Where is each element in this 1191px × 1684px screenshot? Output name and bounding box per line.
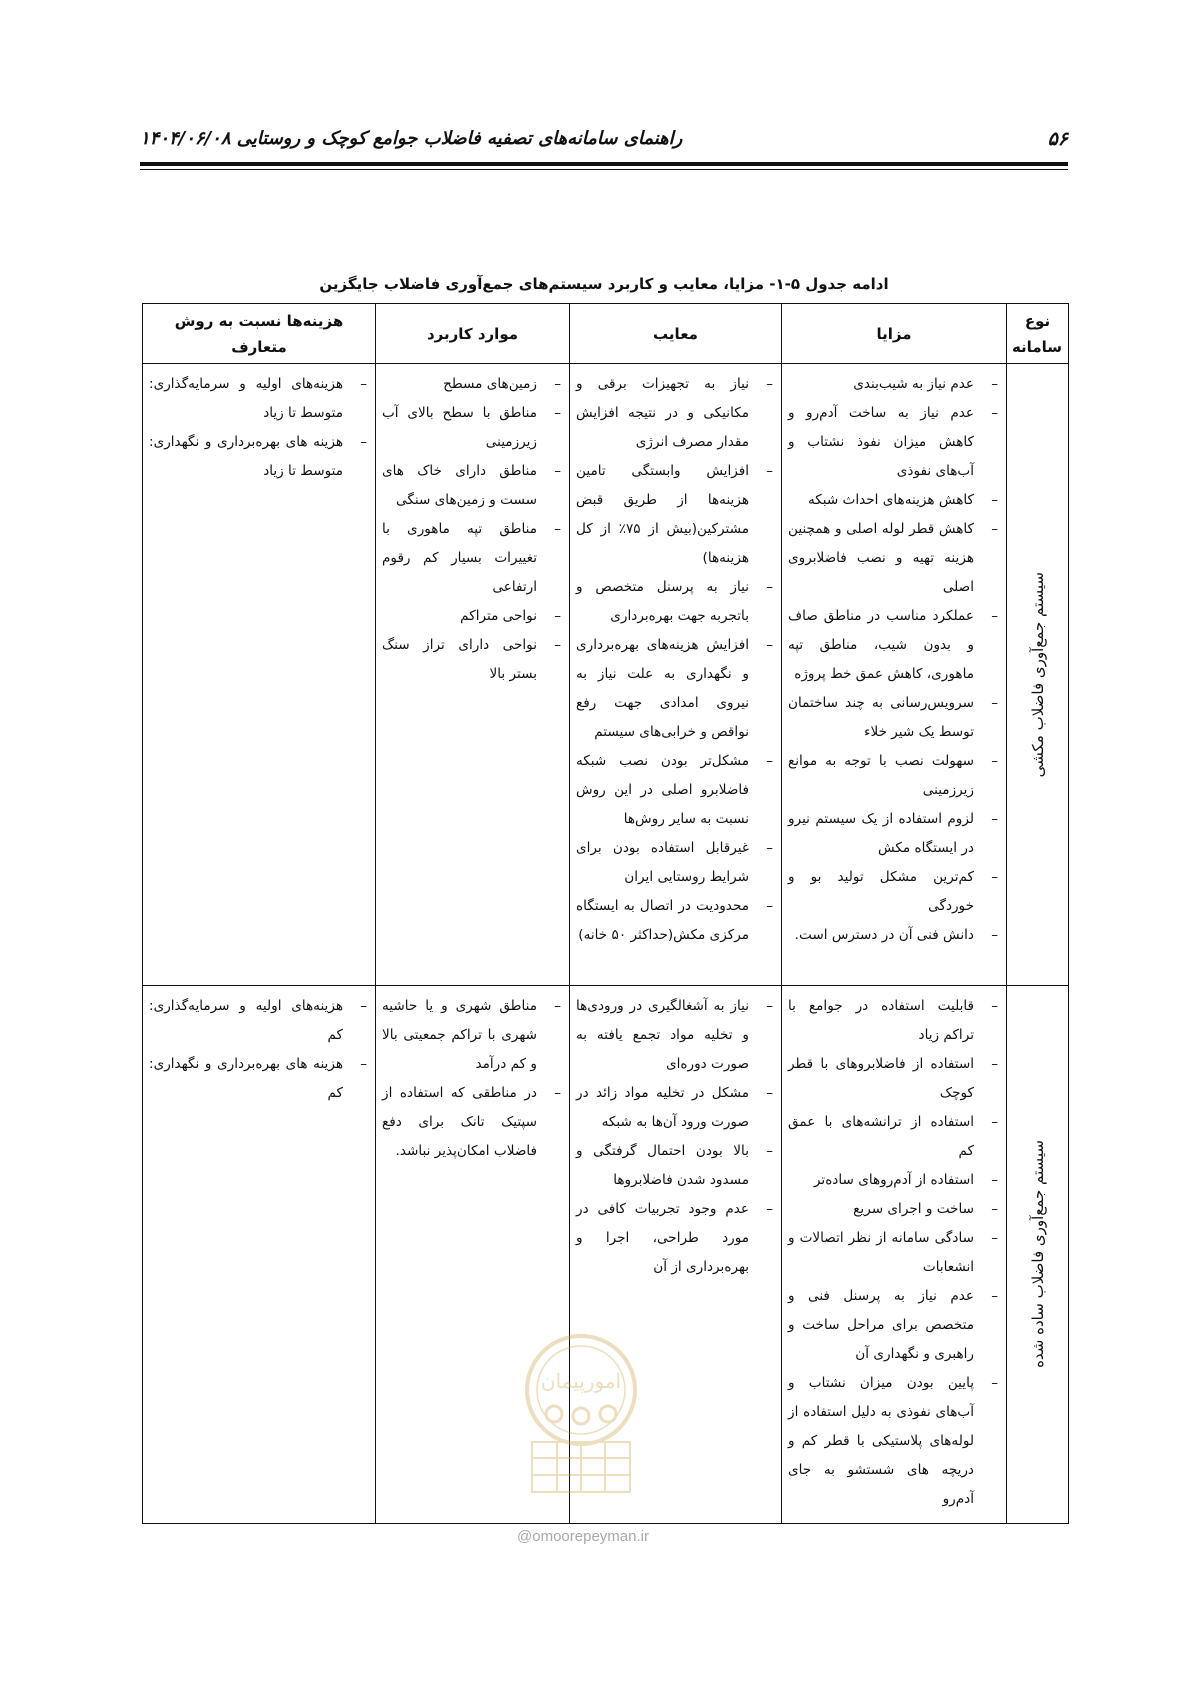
watermark-url: @omoorepeyman.ir — [517, 1528, 649, 1545]
advantages-cell — [782, 985, 1007, 1523]
page-number: ۵۶ — [1047, 128, 1068, 150]
watermark-logo — [502, 1330, 660, 1502]
list-item: – هزینه‌های اولیه و سرمایه‌گذاری: کم — [149, 992, 369, 1050]
watermark-logo-text: امورپیمان — [540, 1369, 622, 1393]
table-caption: ادامه جدول ۵-۱- مزایا، معایب و کاربرد سیستم‌های جمع‌آوری فاضلاب جایگزین — [319, 275, 889, 293]
system-type-label: سیستم جمع‌آوری فاضلاب مکشی — [1028, 571, 1047, 777]
list-item: – کاهش قطر لوله اصلی و همچنین هزینه تهیه و نصب فاضلابروی اصلی — [788, 515, 1000, 602]
list-item: – استفاده از فاضلابروهای با قطر کوچک — [788, 1050, 1000, 1108]
list-item: – افزایش هزینه‌های بهره‌برداری و نگهداری به علت نیاز به نیروی امدادی جهت رفع نواقص و خرابی‌های سیستم — [576, 631, 775, 747]
header-disadvantages: معایب — [570, 304, 782, 364]
table-row — [143, 364, 1069, 986]
list-item: – قابلیت استفاده در جوامع با تراکم زیاد — [788, 992, 1000, 1050]
list-item: – عدم نیاز به شیب‌بندی — [788, 370, 1000, 399]
list-item: – هزینه های بهره‌برداری و نگهداری: کم — [149, 1050, 369, 1108]
list-item: – نیاز به تجهیزات برقی و مکانیکی و در نتیجه افزایش مقدار مصرف انرژی — [576, 370, 775, 457]
list-item: – بالا بودن احتمال گرفتگی و مسدود شدن فاضلابروها — [576, 1137, 775, 1195]
list-item: – عدم نیاز به ساخت آدم‌رو و کاهش میزان نفوذ نشتاب و آب‌های نفوذی — [788, 399, 1000, 486]
list-item: – محدودیت در اتصال به ایستگاه مرکزی مکش(حداکثر ۵۰ خانه) — [576, 892, 775, 950]
list-item: – مناطق شهری و یا حاشیه شهری با تراکم جمعیتی بالا و کم درآمد — [382, 992, 563, 1079]
list-item: – مناطق با سطح بالای آب زیرزمینی — [382, 399, 563, 457]
header-rule-thick — [140, 162, 1068, 166]
disadvantages-cell — [570, 364, 782, 986]
list-item: – زمین‌های مسطح — [382, 370, 563, 399]
list-item: – مشکل‌تر بودن نصب شبکه فاضلابرو اصلی در این روش نسبت به سایر روش‌ها — [576, 747, 775, 834]
table-header-row — [143, 304, 1069, 364]
header-rule-thin — [140, 169, 1068, 170]
header-advantages: مزایا — [782, 304, 1007, 364]
applications-cell — [376, 364, 570, 986]
list-item: – کاهش هزینه‌های احداث شبکه — [788, 486, 1000, 515]
list-item: – هزینه‌های اولیه و سرمایه‌گذاری: متوسط تا زیاد — [149, 370, 369, 428]
system-type-label: سیستم جمع‌آوری فاضلاب ساده شده — [1028, 1140, 1047, 1369]
list-item: – سادگی سامانه از نظر اتصالات و انشعابات — [788, 1224, 1000, 1282]
document-title: راهنمای سامانه‌های تصفیه فاضلاب جوامع کوچک و روستایی ۱۴۰۴/۰۶/۰۸ — [140, 128, 683, 149]
list-item: – افزایش وابستگی تامین هزینه‌ها از طریق قبض مشترکین(بیش از ۷۵٪ از کل هزینه‌ها) — [576, 457, 775, 573]
list-item: – نواحی متراکم — [382, 602, 563, 631]
list-item: – عملکرد مناسب در مناطق صاف و بدون شیب، مناطق تپه ماهوری، کاهش عمق خط پروژه — [788, 602, 1000, 689]
page-header — [140, 128, 1068, 168]
gear-icon — [573, 1408, 589, 1424]
list-item: – استفاده از آدم‌روهای ساده‌تر — [788, 1166, 1000, 1195]
type-cell — [1007, 364, 1069, 986]
list-item: – مناطق دارای خاک های سست و زمین‌های سنگی — [382, 457, 563, 515]
costs-cell — [143, 985, 376, 1523]
list-item: – در مناطقی که استفاده از سپتیک تانک برای دفع فاضلاب امکان‌پذیر نباشد. — [382, 1079, 563, 1166]
grid-icon — [532, 1442, 630, 1492]
header-applications: موارد کاربرد — [376, 304, 570, 364]
list-item: – سهولت نصب با توجه به موانع زیرزمینی — [788, 747, 1000, 805]
list-item: – نیاز به آشغالگیری در ورودی‌ها و تخلیه مواد تجمع یافته به صورت دوره‌ای — [576, 992, 775, 1079]
header-costs: هزینه‌ها نسبت به روش متعارف — [143, 304, 376, 364]
list-item: – استفاده از ترانشه‌های با عمق کم — [788, 1108, 1000, 1166]
advantages-cell — [782, 364, 1007, 986]
list-item: – عدم وجود تجربیات کافی در مورد طراحی، اجرا و بهره‌برداری از آن — [576, 1195, 775, 1282]
list-item: – مشکل در تخلیه مواد زائد در صورت ورود آن‌ها به شبکه — [576, 1079, 775, 1137]
costs-cell — [143, 364, 376, 986]
list-item: – هزینه های بهره‌برداری و نگهداری: متوسط تا زیاد — [149, 428, 369, 486]
list-item: – لزوم استفاده از یک سیستم نیرو در ایستگاه مکش — [788, 805, 1000, 863]
list-item: – غیرقابل استفاده بودن برای شرایط روستایی ایران — [576, 834, 775, 892]
list-item: – عدم نیاز به پرسنل فنی و متخصص برای مراحل ساخت و راهبری و نگهداری آن — [788, 1282, 1000, 1369]
list-item: – نواحی دارای تراز سنگ بستر بالا — [382, 631, 563, 689]
header-type: نوع سامانه — [1007, 304, 1069, 364]
list-item: – ساخت و اجرای سریع — [788, 1195, 1000, 1224]
list-item: – نیاز به پرسنل متخصص و باتجربه جهت بهره‌برداری — [576, 573, 775, 631]
list-item: – کم‌ترین مشکل تولید بو و خوردگی — [788, 863, 1000, 921]
gear-icon — [600, 1406, 616, 1422]
list-item: – مناطق تپه ماهوری با تغییرات بسیار کم رقوم ارتفاعی — [382, 515, 563, 602]
list-item: – سرویس‌رسانی به چند ساختمان توسط یک شیر خلاء — [788, 689, 1000, 747]
type-cell — [1007, 985, 1069, 1523]
gear-icon — [546, 1406, 562, 1422]
list-item: – دانش فنی آن در دسترس است. — [788, 921, 1000, 950]
list-item: – پایین بودن میزان نشتاب و آب‌های نفوذی به دلیل استفاده از لوله‌های پلاستیکی با قطر کم و دریچه های شستشو به جای آدم‌رو — [788, 1369, 1000, 1514]
